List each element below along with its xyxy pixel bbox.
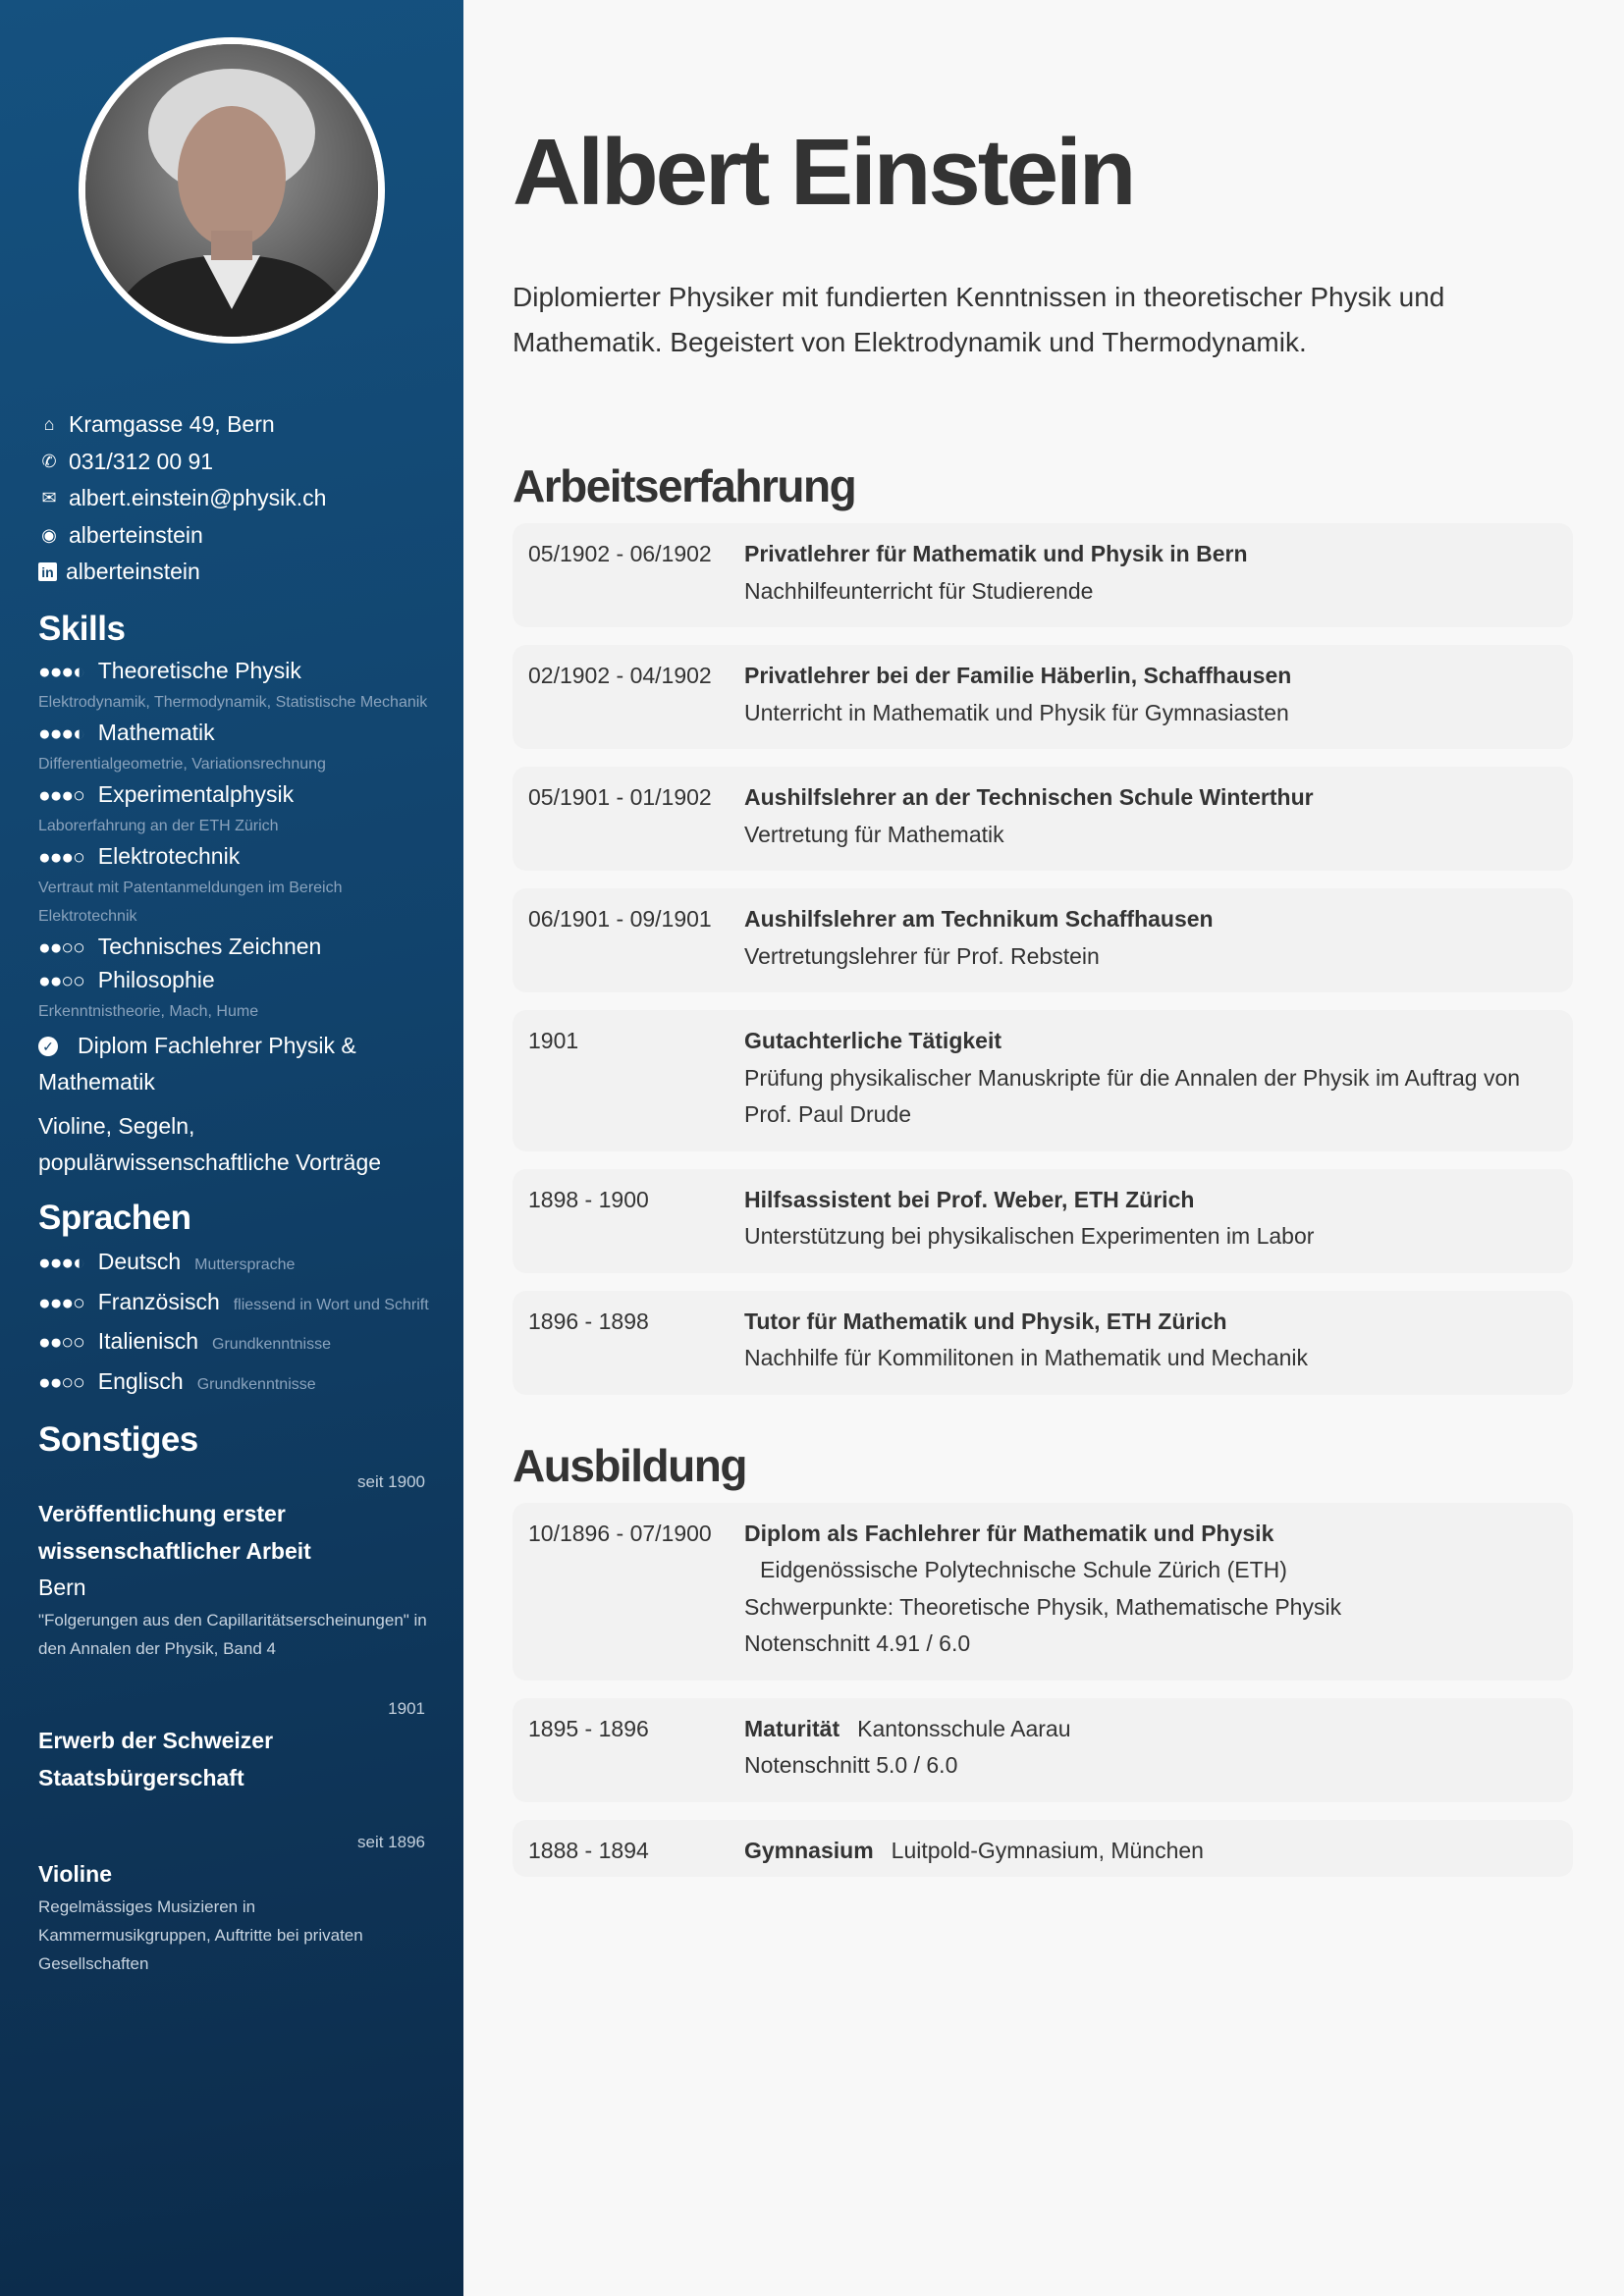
education-institution: Kantonsschule Aarau: [857, 1715, 1071, 1741]
skill-description: Vertraut mit Patentanmeldungen im Bereich Elektrotechnik: [38, 880, 343, 925]
hobbies: Violine, Segeln, populärwissenschaftliche Vorträge: [38, 1113, 382, 1175]
skill-item: [38, 655, 431, 688]
rating-dot: ●: [49, 1252, 62, 1274]
rating-dot: ○: [73, 1370, 84, 1394]
contact-text: Kramgasse 49, Bern: [69, 411, 275, 438]
rating-dots: [38, 718, 84, 750]
linkedin-icon: in: [38, 562, 57, 581]
experience-date: 06/1901 - 09/1901: [528, 906, 712, 932]
education-title: Diplom als Fachlehrer für Mathematik und Physik: [744, 1520, 1274, 1546]
rating-dot: ●: [61, 1291, 74, 1314]
email-icon: ✉: [41, 488, 57, 508]
rating-dots: [38, 779, 84, 812]
language-level: fliessend in Wort und Schrift: [233, 1296, 429, 1313]
experience-title: Hilfsassistent bei Prof. Weber, ETH Zürich: [744, 1186, 1195, 1212]
education-card: [513, 1698, 1573, 1802]
rating-dots: [38, 841, 84, 874]
education-date: 1888 - 1894: [528, 1837, 649, 1863]
other-item: [38, 1830, 431, 1978]
language-item: [38, 1323, 431, 1363]
rating-dot: ●: [38, 970, 50, 992]
experience-description: Vertretung für Mathematik: [744, 821, 1004, 847]
language-level: Grundkenntnisse: [196, 1375, 316, 1393]
rating-dot: ●: [38, 722, 50, 745]
education-detail: Notenschnitt 5.0 / 6.0: [744, 1752, 958, 1778]
contact-list: [38, 406, 431, 591]
language-item: [38, 1244, 431, 1284]
other-list: [38, 1469, 431, 1978]
rating-dot: ◐: [73, 661, 84, 683]
rating-dot: ◐: [73, 1252, 84, 1274]
rating-dot: ○: [73, 1331, 84, 1354]
experience-description: Unterstützung bei physikalischen Experimenten im Labor: [744, 1223, 1315, 1249]
language-level: Grundkenntnisse: [212, 1336, 331, 1353]
skill-item: [38, 840, 431, 874]
skill-name: Technisches Zeichnen: [97, 934, 322, 959]
portrait-image: [85, 44, 378, 337]
rating-dot: ●: [38, 846, 50, 869]
education-detail: Schwerpunkte: Theoretische Physik, Mathematische Physik: [744, 1593, 1342, 1620]
language-item: [38, 1284, 431, 1324]
skill-name: Mathematik: [97, 720, 215, 745]
rating-dots: [38, 1285, 84, 1322]
education-title: Gymnasium: [744, 1837, 874, 1863]
language-item: [38, 1363, 431, 1404]
language-level: Muttersprache: [194, 1256, 296, 1273]
experience-date: 05/1901 - 01/1902: [528, 784, 712, 810]
sidebar: [0, 0, 463, 2296]
rating-dot: ●: [49, 1370, 62, 1394]
experience-card: [513, 1291, 1573, 1395]
education-date: 1895 - 1896: [528, 1715, 649, 1741]
certificate-label: Diplom Fachlehrer Physik & Mathematik: [38, 1033, 356, 1095]
experience-body: [744, 658, 1291, 731]
rating-dot: ○: [61, 1331, 74, 1354]
experience-title: Aushilfslehrer am Technikum Schaffhausen: [744, 906, 1214, 932]
experience-date: 1896 - 1898: [528, 1308, 649, 1334]
rating-dots: [38, 656, 84, 688]
experience-body: [744, 779, 1314, 853]
page-title: Albert Einstein: [513, 120, 1134, 225]
experience-description: Nachhilfe für Kommilitonen in Mathematik und Mechanik: [744, 1345, 1308, 1370]
contact-item[interactable]: [38, 406, 431, 444]
other-description: Regelmässiges Musizieren in Kammermusikgruppen, Auftritte bei privaten Gesellschaften: [38, 1897, 363, 1973]
skill-description: Laborerfahrung an der ETH Zürich: [38, 818, 279, 834]
rating-dot: ○: [61, 1370, 74, 1394]
home-icon: ⌂: [43, 414, 55, 435]
education-detail: Notenschnitt 4.91 / 6.0: [744, 1630, 971, 1656]
experience-description: Nachhilfeunterricht für Studierende: [744, 577, 1094, 604]
languages-heading: Sprachen: [38, 1199, 191, 1237]
other-title: Violine: [38, 1861, 112, 1887]
other-date: seit 1900: [357, 1472, 425, 1491]
contact-text: 031/312 00 91: [69, 448, 214, 474]
other-title: Erwerb der Schweizer Staatsbürgerschaft: [38, 1728, 274, 1790]
rating-dot: ●: [49, 661, 62, 683]
skill-name: Theoretische Physik: [97, 658, 301, 683]
github-icon: ◉: [41, 524, 57, 545]
experience-description: Unterricht in Mathematik und Physik für Gymnasiasten: [744, 699, 1289, 725]
experience-title: Aushilfslehrer an der Technischen Schule Winterthur: [744, 784, 1314, 810]
profile-photo: [79, 37, 385, 344]
education-title: Maturität: [744, 1715, 840, 1741]
education-card: [513, 1503, 1573, 1681]
rating-dots: [38, 1364, 84, 1402]
contact-item[interactable]: [38, 480, 431, 517]
rating-dot: ○: [73, 936, 84, 959]
language-name: Französisch: [97, 1288, 220, 1314]
skill-item: [38, 931, 431, 964]
rating-dot: ●: [61, 846, 74, 869]
education-list: [513, 1503, 1573, 1878]
skills-heading: Skills: [38, 610, 126, 648]
education-heading: Ausbildung: [513, 1439, 746, 1491]
experience-body: [744, 901, 1214, 975]
rating-dot: ●: [38, 661, 50, 683]
rating-dot: ●: [38, 1252, 50, 1274]
education-heading-line: [744, 1833, 1204, 1870]
experience-date: 02/1902 - 04/1902: [528, 663, 712, 688]
experience-card: [513, 1169, 1573, 1273]
skill-item: [38, 717, 431, 750]
skill-name: Experimentalphysik: [97, 781, 295, 807]
other-date: 1901: [388, 1699, 425, 1718]
experience-card: [513, 645, 1573, 749]
summary: Diplomierter Physiker mit fundierten Kenntnissen in theoretischer Physik und Mathematik. Begeistert von Elektrodynamik und Thermodynamik.: [513, 282, 1445, 357]
rating-dot: ●: [49, 970, 62, 992]
other-title: Veröffentlichung erster wissenschaftlicher Arbeit: [38, 1501, 311, 1564]
skill-description: Differentialgeometrie, Variationsrechnung: [38, 756, 326, 773]
education-date: 10/1896 - 07/1900: [528, 1520, 712, 1546]
education-heading-line: [744, 1711, 1071, 1748]
language-name: Deutsch: [97, 1249, 182, 1274]
rating-dot: ○: [73, 1291, 84, 1314]
contact-text: alberteinstein: [66, 559, 200, 585]
experience-card: [513, 767, 1573, 871]
contact-item[interactable]: [38, 444, 431, 481]
experience-title: Privatlehrer bei der Familie Häberlin, Schaffhausen: [744, 663, 1292, 688]
education-detail: Eidgenössische Polytechnische Schule Zürich (ETH): [760, 1557, 1287, 1582]
rating-dot: ●: [49, 1331, 62, 1354]
skill-name: Philosophie: [97, 967, 215, 992]
skill-item: [38, 778, 431, 812]
experience-card: [513, 523, 1573, 627]
rating-dot: ●: [49, 1291, 62, 1314]
skill-description: Elektrodynamik, Thermodynamik, Statistische Mechanik: [38, 694, 428, 711]
experience-card: [513, 888, 1573, 992]
experience-body: [744, 1182, 1314, 1255]
experience-date: 05/1902 - 06/1902: [528, 541, 712, 566]
experience-body: [744, 1304, 1308, 1377]
rating-dots: [38, 965, 84, 997]
certificate: [38, 1028, 431, 1100]
rating-dot: ◐: [73, 722, 84, 745]
rating-dot: ●: [49, 846, 62, 869]
contact-item[interactable]: [38, 554, 431, 591]
rating-dot: ●: [49, 936, 62, 959]
skill-description: Erkenntnistheorie, Mach, Hume: [38, 1003, 259, 1020]
experience-description: Prüfung physikalischer Manuskripte für die Annalen der Physik im Auftrag von Prof. Paul Drude: [744, 1064, 1521, 1127]
rating-dot: ●: [49, 722, 62, 745]
rating-dots: [38, 1245, 84, 1282]
education-body: [744, 1516, 1341, 1663]
contact-item[interactable]: [38, 517, 431, 555]
rating-dot: ●: [38, 1291, 50, 1314]
rating-dots: [38, 1324, 84, 1362]
experience-body: [744, 1023, 1557, 1134]
experience-title: Gutachterliche Tätigkeit: [744, 1028, 1002, 1053]
experience-card: [513, 1010, 1573, 1151]
education-card: [513, 1820, 1573, 1878]
skills-list: [38, 655, 431, 1026]
rating-dot: ●: [38, 936, 50, 959]
rating-dot: ○: [61, 970, 74, 992]
skill-name: Elektrotechnik: [97, 843, 241, 869]
experience-date: 1901: [528, 1028, 579, 1053]
languages-list: [38, 1244, 431, 1403]
rating-dots: [38, 932, 84, 964]
rating-dot: ●: [61, 1252, 74, 1274]
rating-dot: ●: [61, 722, 74, 745]
education-body: [744, 1833, 1204, 1870]
certificate-check-icon: ✓: [38, 1037, 58, 1056]
experience-date: 1898 - 1900: [528, 1186, 649, 1212]
experience-heading: Arbeitserfahrung: [513, 460, 856, 511]
experience-body: [744, 536, 1248, 610]
skill-item: [38, 964, 431, 997]
rating-dot: ●: [38, 1370, 50, 1394]
experience-description: Vertretungslehrer für Prof. Rebstein: [744, 942, 1100, 969]
rating-dot: ○: [61, 936, 74, 959]
phone-icon: ✆: [41, 451, 57, 471]
experience-title: Tutor für Mathematik und Physik, ETH Zürich: [744, 1308, 1227, 1334]
language-name: Italienisch: [97, 1328, 199, 1354]
rating-dot: ○: [73, 970, 84, 992]
other-item: [38, 1696, 431, 1796]
contact-text: alberteinstein: [69, 521, 203, 548]
rating-dot: ○: [73, 784, 84, 807]
education-heading-line: [744, 1516, 1341, 1553]
other-item: [38, 1469, 431, 1663]
experience-title: Privatlehrer für Mathematik und Physik in Bern: [744, 541, 1248, 566]
rating-dot: ●: [38, 784, 50, 807]
other-heading: Sonstiges: [38, 1420, 198, 1459]
contact-text: albert.einstein@physik.ch: [69, 485, 327, 511]
other-date: seit 1896: [357, 1833, 425, 1851]
rating-dot: ●: [61, 661, 74, 683]
rating-dot: ○: [73, 846, 84, 869]
language-name: Englisch: [97, 1367, 184, 1394]
rating-dot: ●: [61, 784, 74, 807]
experience-list: [513, 523, 1573, 1395]
other-location: Bern: [38, 1575, 86, 1600]
rating-dot: ●: [38, 1331, 50, 1354]
other-description: "Folgerungen aus den Capillaritätserscheinungen" in den Annalen der Physik, Band 4: [38, 1611, 427, 1658]
education-body: [744, 1711, 1071, 1785]
rating-dot: ●: [49, 784, 62, 807]
education-institution: Luitpold-Gymnasium, München: [891, 1837, 1204, 1863]
